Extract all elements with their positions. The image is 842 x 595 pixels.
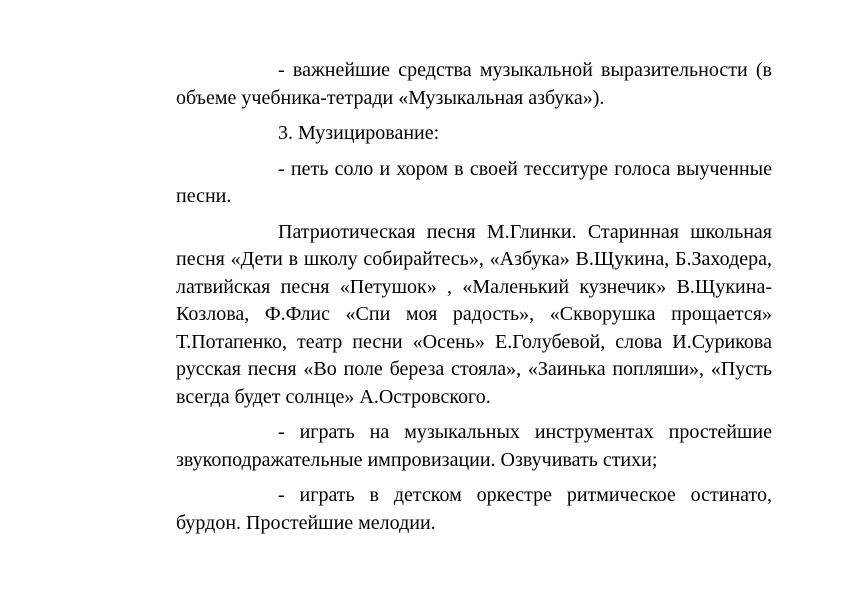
paragraph-expressive-means: - важнейшие средства музыкальной выразительности (в объеме учебника-тетради «Музыкальная азбука»). — [176, 59, 772, 109]
section-heading-music-making: 3. Музицирование: — [278, 122, 440, 144]
document-body — [176, 57, 772, 545]
paragraph-orchestra: - играть в детском оркестре ритмическое остинато, бурдон. Простейшие мелодии. — [176, 484, 772, 534]
paragraph-instruments: - играть на музыкальных инструментах простейшие звукоподражательные импровизации. Озвучивать стихи; — [176, 421, 772, 471]
paragraph-singing: - петь соло и хором в своей тесситуре голоса выученные песни. — [176, 157, 772, 207]
paragraph-song-list: Патриотическая песня М.Глинки. Старинная школьная песня «Дети в школу собирайтесь», «Азбука» В.Щукина, Б.Заходера, латвийская песня «Петушок» , «Маленький кузнечик» В.Щукина-Козлова, Ф.Флис «Спи моя радость», «Скворушка прощается» Т.Потапенко, театр песни «Осень» Е.Голубевой, слова И.Сурикова русская песня «Во поле береза стояла», «Заинька попляши», «Пусть всегда будет солнце» А.Островского. — [176, 220, 772, 408]
